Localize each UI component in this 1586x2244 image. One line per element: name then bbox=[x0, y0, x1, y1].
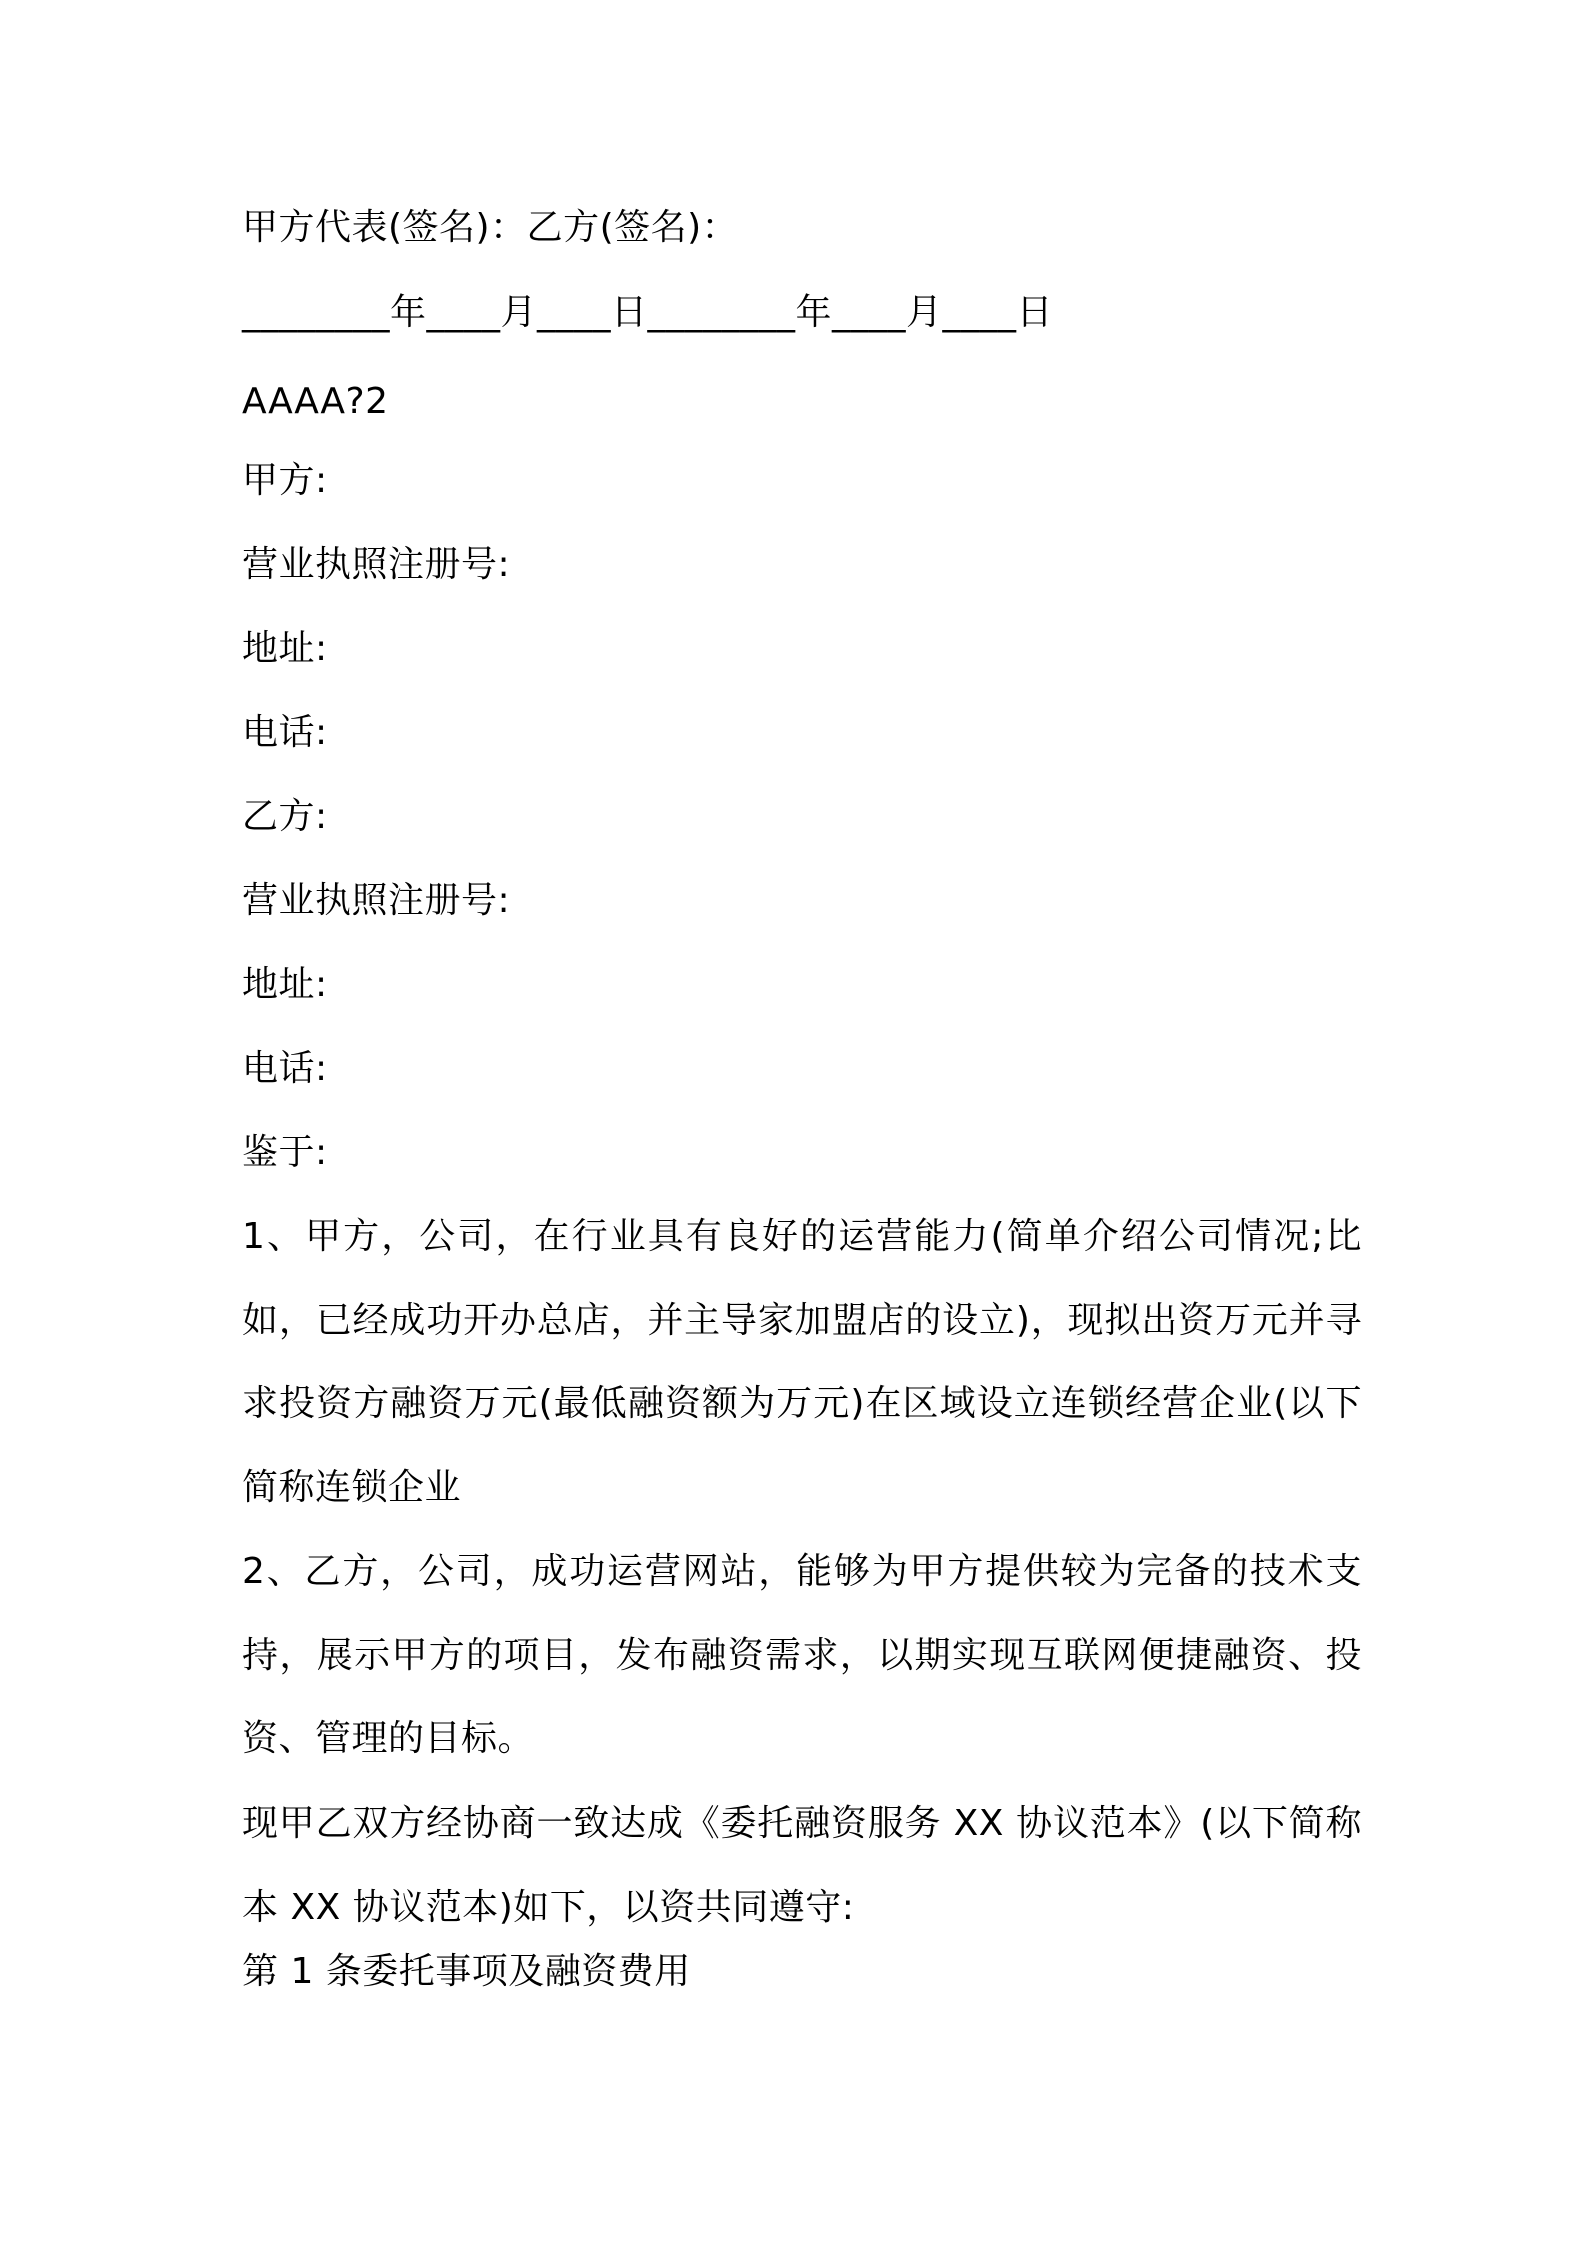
contract-code: AAAA?2 bbox=[242, 381, 389, 422]
whereas-label: 鉴于: bbox=[242, 1132, 328, 1173]
clause-1: 1、甲方，公司，在行业具有良好的运营能力(简单介绍公司情况;比如，已经成功开办总店，并主导家加盟店的设立)，现拟出资万元并寻求投资方融资万元(最低融资额为万元)在区域设立连锁经营企业(以下简称连锁企业 bbox=[242, 1216, 1362, 1508]
party-b-address-label: 地址: bbox=[242, 964, 328, 1005]
party-a-label: 甲方: bbox=[242, 460, 328, 501]
party-a-address-label: 地址: bbox=[242, 628, 328, 669]
party-b-label: 乙方: bbox=[242, 796, 328, 837]
date-line: ________年____月____日________年____月____日 bbox=[242, 292, 1053, 333]
party-b-license-label: 营业执照注册号: bbox=[242, 880, 511, 921]
party-a-license-label: 营业执照注册号: bbox=[242, 544, 511, 585]
clause-2: 2、乙方，公司，成功运营网站，能够为甲方提供较为完备的技术支持，展示甲方的项目，发布融资需求，以期实现互联网便捷融资、投资、管理的目标。 bbox=[242, 1551, 1362, 1759]
signature-line: 甲方代表(签名)：乙方(签名)： bbox=[242, 207, 739, 248]
party-a-phone-label: 电话: bbox=[242, 712, 328, 753]
article-1-title: 第 1 条委托事项及融资费用 bbox=[242, 1951, 691, 1992]
party-b-phone-label: 电话: bbox=[242, 1048, 328, 1089]
agreement-intro: 现甲乙双方经协商一致达成《委托融资服务 XX 协议范本》(以下简称本 XX 协议范本)如下，以资共同遵守: bbox=[242, 1803, 1362, 1928]
